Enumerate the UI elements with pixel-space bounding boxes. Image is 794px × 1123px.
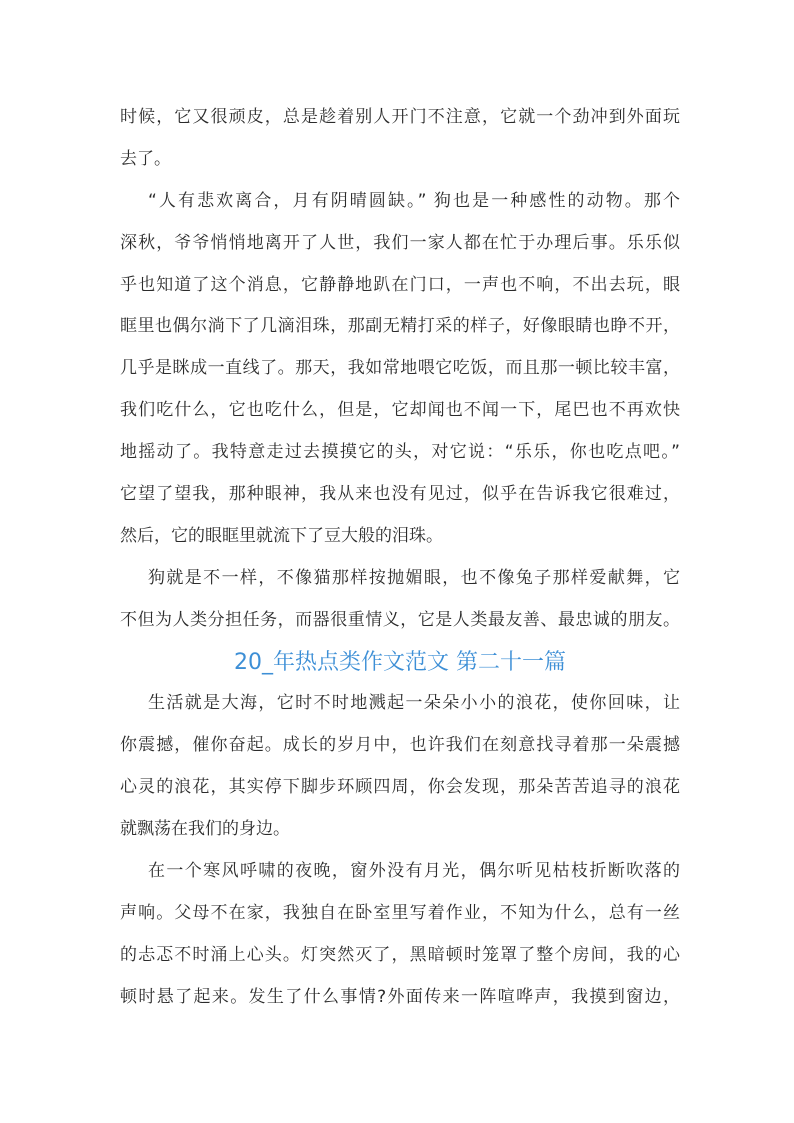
text-line: 声响。父母不在家，我独自在卧室里写着作业，不知为什么，总有一丝 bbox=[120, 902, 680, 923]
text-line: 心灵的浪花，其实停下脚步环顾四周，你会发现，那朵苦苦追寻的浪花 bbox=[120, 777, 680, 798]
text-line: 地摇动了。我特意走过去摸摸它的头，对它说：“乐乐，你也吃点吧。” bbox=[120, 442, 680, 463]
text-line: 眶里也偶尔淌下了几滴泪珠，那副无精打采的样子，好像眼睛也睁不开， bbox=[120, 316, 680, 337]
text-line: 顿时悬了起来。发生了什么事情?外面传来一阵喧哗声，我摸到窗边， bbox=[120, 986, 680, 1007]
section-heading: 20_年热点类作文范文 第二十一篇 bbox=[234, 649, 566, 675]
text-line: 就飘荡在我们的身边。 bbox=[120, 819, 290, 840]
text-line: 我们吃什么，它也吃什么，但是，它却闻也不闻一下，尾巴也不再欢快 bbox=[120, 400, 680, 421]
text-line: 的忐忑不时涌上心头。灯突然灭了，黑暗顿时笼罩了整个房间，我的心 bbox=[120, 944, 680, 965]
text-line: 然后，它的眼眶里就流下了豆大般的泪珠。 bbox=[120, 525, 443, 546]
text-line: 它望了望我，那种眼神，我从来也没有见过，似乎在告诉我它很难过， bbox=[120, 484, 680, 505]
text-line: 时候，它又很顽皮，总是趁着别人开门不注意，它就一个劲冲到外面玩 bbox=[120, 107, 680, 127]
text-line: 在一个寒风呼啸的夜晚，窗外没有月光，偶尔听见枯枝折断吹落的 bbox=[148, 861, 680, 882]
text-line: 不但为人类分担任务，而器很重情义，它是人类最友善、最忠诚的朋友。 bbox=[120, 609, 680, 630]
text-line: 你震撼，催你奋起。成长的岁月中，也许我们在刻意找寻着那一朵震撼 bbox=[120, 735, 680, 756]
text-line: 狗就是不一样，不像猫那样按抛媚眼，也不像兔子那样爱献舞，它 bbox=[148, 567, 680, 588]
text-line: “人有悲欢离合，月有阴晴圆缺。” 狗也是一种感性的动物。那个 bbox=[148, 190, 680, 211]
text-line: 乎也知道了这个消息，它静静地趴在门口，一声也不响，不出去玩，眼 bbox=[120, 274, 680, 295]
text-line: 生活就是大海，它时不时地溅起一朵朵小小的浪花，使你回味，让 bbox=[148, 693, 680, 714]
text-line: 深秋，爷爷悄悄地离开了人世，我们一家人都在忙于办理后事。乐乐似 bbox=[120, 232, 680, 253]
document-body bbox=[120, 97, 680, 1019]
text-line: 去了。 bbox=[120, 148, 171, 169]
text-line: 几乎是眯成一直线了。那天，我如常地喂它吃饭，而且那一顿比较丰富， bbox=[120, 358, 680, 379]
